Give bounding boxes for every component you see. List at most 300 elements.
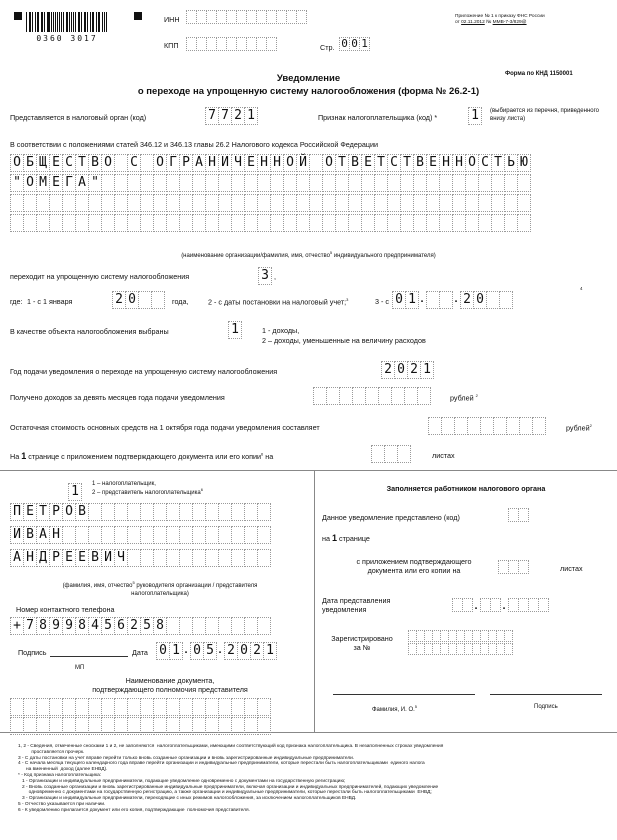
char-cell[interactable]: 5 [140,617,154,635]
char-cell[interactable]: О [283,154,297,172]
char-cell[interactable] [322,214,336,232]
char-cell[interactable] [231,617,245,635]
inn-cells[interactable] [186,10,306,24]
char-cell[interactable] [127,214,141,232]
char-cell[interactable] [231,214,245,232]
char-cell[interactable] [114,214,128,232]
char-cell[interactable] [114,174,128,192]
org-name-line-3[interactable] [10,194,530,212]
char-cell[interactable] [114,154,128,172]
char-cell[interactable] [75,194,89,212]
char-cell[interactable] [192,698,206,716]
char-cell[interactable] [400,174,414,192]
char-cell[interactable]: " [88,174,102,192]
presented-code-cells[interactable] [508,508,528,522]
char-cell[interactable] [114,526,128,544]
char-cell[interactable]: О [322,154,336,172]
char-cell[interactable] [452,194,466,212]
char-cell[interactable] [244,698,258,716]
char-cell[interactable] [244,194,258,212]
char-cell[interactable] [140,503,154,521]
char-cell[interactable]: В [88,549,102,567]
char-cell[interactable]: И [218,154,232,172]
char-cell[interactable] [153,194,167,212]
char-cell[interactable] [257,194,271,212]
char-cell[interactable] [114,194,128,212]
char-cell[interactable] [49,214,63,232]
char-cell[interactable] [75,698,89,716]
char-cell[interactable]: Ч [231,154,245,172]
char-cell[interactable] [400,194,414,212]
char-cell[interactable] [218,549,232,567]
char-cell[interactable]: Е [426,154,440,172]
char-cell[interactable]: + [10,617,24,635]
char-cell[interactable] [36,717,50,735]
char-cell[interactable]: Й [296,154,310,172]
char-cell[interactable]: Е [361,154,375,172]
char-cell[interactable]: Е [244,154,258,172]
char-cell[interactable]: Т [36,503,50,521]
object-cell[interactable]: 1 [228,321,241,339]
char-cell[interactable] [257,698,271,716]
char-cell[interactable] [374,214,388,232]
char-cell[interactable]: О [153,154,167,172]
char-cell[interactable] [153,549,167,567]
char-cell[interactable]: Т [374,154,388,172]
char-cell[interactable] [166,194,180,212]
char-cell[interactable]: " [10,174,24,192]
char-cell[interactable] [231,717,245,735]
char-cell[interactable] [179,698,193,716]
char-cell[interactable] [257,503,271,521]
char-cell[interactable] [62,194,76,212]
char-cell[interactable] [140,194,154,212]
char-cell[interactable] [309,194,323,212]
char-cell[interactable] [153,698,167,716]
char-cell[interactable] [257,617,271,635]
char-cell[interactable] [465,214,479,232]
char-cell[interactable]: В [348,154,362,172]
char-cell[interactable] [465,194,479,212]
char-cell[interactable] [231,526,245,544]
char-cell[interactable]: 9 [49,617,63,635]
char-cell[interactable] [296,174,310,192]
char-cell[interactable] [114,503,128,521]
char-cell[interactable]: О [10,154,24,172]
char-cell[interactable] [205,549,219,567]
char-cell[interactable] [62,698,76,716]
char-cell[interactable] [491,194,505,212]
char-cell[interactable] [205,214,219,232]
income-cells[interactable] [313,387,430,405]
char-cell[interactable] [179,717,193,735]
char-cell[interactable] [348,194,362,212]
char-cell[interactable]: Н [23,549,37,567]
char-cell[interactable] [166,698,180,716]
sign-date-cells[interactable]: 0 1 . 0 5 . 2 0 2 1 [156,642,276,660]
char-cell[interactable] [49,698,63,716]
char-cell[interactable]: Р [179,154,193,172]
char-cell[interactable] [504,214,518,232]
char-cell[interactable]: О [101,154,115,172]
char-cell[interactable] [387,214,401,232]
char-cell[interactable] [504,174,518,192]
char-cell[interactable] [231,549,245,567]
org-name-line-2[interactable] [10,174,530,192]
char-cell[interactable] [309,214,323,232]
char-cell[interactable] [127,194,141,212]
char-cell[interactable] [231,174,245,192]
char-cell[interactable]: Ь [504,154,518,172]
char-cell[interactable] [179,526,193,544]
char-cell[interactable] [387,194,401,212]
char-cell[interactable]: Н [49,526,63,544]
char-cell[interactable] [218,717,232,735]
char-cell[interactable]: Е [62,549,76,567]
char-cell[interactable] [179,503,193,521]
char-cell[interactable] [361,194,375,212]
char-cell[interactable] [231,194,245,212]
char-cell[interactable]: 2 [127,617,141,635]
char-cell[interactable]: Н [205,154,219,172]
char-cell[interactable] [413,194,427,212]
char-cell[interactable] [127,503,141,521]
char-cell[interactable]: Т [335,154,349,172]
char-cell[interactable] [244,174,258,192]
char-cell[interactable]: С [127,154,141,172]
char-cell[interactable] [62,526,76,544]
char-cell[interactable] [179,194,193,212]
char-cell[interactable]: В [75,503,89,521]
char-cell[interactable]: Т [400,154,414,172]
char-cell[interactable] [75,526,89,544]
char-cell[interactable] [10,717,24,735]
char-cell[interactable]: Н [257,154,271,172]
char-cell[interactable] [62,717,76,735]
char-cell[interactable] [504,630,513,642]
char-cell[interactable]: 8 [75,617,89,635]
char-cell[interactable] [244,717,258,735]
char-cell[interactable] [426,194,440,212]
char-cell[interactable]: Е [75,549,89,567]
transition-cell[interactable]: 3 [258,267,271,285]
char-cell[interactable]: 8 [153,617,167,635]
residual-cells[interactable] [428,417,545,435]
char-cell[interactable] [179,214,193,232]
char-cell[interactable] [218,698,232,716]
char-cell[interactable] [192,174,206,192]
char-cell[interactable]: Д [36,549,50,567]
char-cell[interactable]: В [413,154,427,172]
phone-cells[interactable] [10,617,270,635]
char-cell[interactable] [127,174,141,192]
taxpayer-sign-cell[interactable]: 1 [468,107,481,125]
char-cell[interactable]: В [88,154,102,172]
signer-first-name[interactable] [10,526,270,544]
char-cell[interactable]: И [101,549,115,567]
char-cell[interactable]: Р [49,503,63,521]
char-cell[interactable] [36,214,50,232]
year-cells[interactable]: 2 0 [112,291,164,309]
char-cell[interactable] [218,194,232,212]
char-cell[interactable] [127,549,141,567]
char-cell[interactable] [439,194,453,212]
char-cell[interactable] [153,214,167,232]
char-cell[interactable] [270,174,284,192]
char-cell[interactable] [140,214,154,232]
char-cell[interactable] [166,549,180,567]
char-cell[interactable] [439,174,453,192]
char-cell[interactable] [127,526,141,544]
char-cell[interactable] [88,717,102,735]
char-cell[interactable]: С [387,154,401,172]
char-cell[interactable] [140,154,154,172]
char-cell[interactable] [166,526,180,544]
char-cell[interactable] [335,174,349,192]
char-cell[interactable] [517,214,531,232]
char-cell[interactable]: 5 [101,617,115,635]
char-cell[interactable] [244,214,258,232]
signer-name-grid[interactable] [10,503,270,567]
registration-number-cells[interactable] [408,630,512,655]
char-cell[interactable] [49,717,63,735]
char-cell[interactable] [101,717,115,735]
char-cell[interactable] [179,174,193,192]
char-cell[interactable]: Е [49,174,63,192]
signer-type-cell[interactable]: 1 [68,483,81,501]
char-cell[interactable] [36,698,50,716]
char-cell[interactable] [153,174,167,192]
char-cell[interactable]: Н [439,154,453,172]
char-cell[interactable] [101,214,115,232]
char-cell[interactable]: Г [62,174,76,192]
char-cell[interactable] [465,174,479,192]
char-cell[interactable] [192,617,206,635]
char-cell[interactable] [101,698,115,716]
authority-code-cells[interactable]: 7 7 2 1 [205,107,257,125]
char-cell[interactable] [283,214,297,232]
char-cell[interactable] [153,717,167,735]
char-cell[interactable] [192,526,206,544]
char-cell[interactable] [244,617,258,635]
transition-date-cells[interactable]: 0 1 . . 2 0 [392,291,512,309]
char-cell[interactable]: 9 [62,617,76,635]
char-cell[interactable] [309,154,323,172]
char-cell[interactable]: А [192,154,206,172]
char-cell[interactable] [218,503,232,521]
char-cell[interactable]: С [478,154,492,172]
char-cell[interactable] [244,503,258,521]
char-cell[interactable] [244,549,258,567]
char-cell[interactable] [413,214,427,232]
char-cell[interactable] [218,214,232,232]
char-cell[interactable] [101,526,115,544]
char-cell[interactable] [75,717,89,735]
char-cell[interactable] [205,617,219,635]
char-cell[interactable] [140,549,154,567]
pages-cells[interactable] [371,445,410,463]
char-cell[interactable] [205,503,219,521]
char-cell[interactable]: А [10,549,24,567]
char-cell[interactable]: А [75,174,89,192]
char-cell[interactable]: Е [23,503,37,521]
char-cell[interactable]: Н [270,154,284,172]
char-cell[interactable] [218,617,232,635]
char-cell[interactable] [244,526,258,544]
char-cell[interactable]: А [36,526,50,544]
char-cell[interactable] [88,503,102,521]
char-cell[interactable] [374,174,388,192]
char-cell[interactable] [192,194,206,212]
char-cell[interactable]: 6 [114,617,128,635]
char-cell[interactable] [88,194,102,212]
char-cell[interactable]: О [23,174,37,192]
char-cell[interactable] [426,214,440,232]
char-cell[interactable] [114,698,128,716]
char-cell[interactable] [192,549,206,567]
char-cell[interactable] [140,526,154,544]
char-cell[interactable] [23,214,37,232]
char-cell[interactable] [10,214,24,232]
char-cell[interactable]: С [62,154,76,172]
char-cell[interactable] [257,214,271,232]
kpp-cells[interactable] [186,37,276,51]
char-cell[interactable] [101,174,115,192]
signer-patronymic[interactable] [10,549,270,567]
char-cell[interactable] [426,174,440,192]
char-cell[interactable] [205,194,219,212]
char-cell[interactable]: О [465,154,479,172]
char-cell[interactable] [296,194,310,212]
char-cell[interactable] [452,174,466,192]
char-cell[interactable] [88,698,102,716]
char-cell[interactable] [166,617,180,635]
char-cell[interactable] [192,214,206,232]
char-cell[interactable] [335,214,349,232]
char-cell[interactable] [23,717,37,735]
char-cell[interactable] [387,174,401,192]
char-cell[interactable] [101,194,115,212]
char-cell[interactable] [23,698,37,716]
char-cell[interactable] [205,526,219,544]
filing-year-cells[interactable]: 2 0 2 1 [381,361,433,379]
char-cell[interactable] [348,214,362,232]
char-cell[interactable] [23,194,37,212]
char-cell[interactable]: Н [452,154,466,172]
char-cell[interactable] [192,503,206,521]
char-cell[interactable] [504,643,513,655]
char-cell[interactable]: 7 [23,617,37,635]
char-cell[interactable]: Е [49,154,63,172]
char-cell[interactable] [36,194,50,212]
char-cell[interactable] [166,174,180,192]
char-cell[interactable] [478,214,492,232]
org-name-line-4[interactable] [10,214,530,232]
char-cell[interactable] [114,717,128,735]
char-cell[interactable] [309,174,323,192]
char-cell[interactable]: Щ [36,154,50,172]
char-cell[interactable] [400,214,414,232]
rep-doc-line-2[interactable] [10,717,270,735]
char-cell[interactable] [231,503,245,521]
char-cell[interactable] [88,526,102,544]
org-name-line-1[interactable] [10,154,530,172]
char-cell[interactable]: Б [23,154,37,172]
char-cell[interactable]: Р [49,549,63,567]
char-cell[interactable] [322,174,336,192]
char-cell[interactable] [257,174,271,192]
char-cell[interactable] [166,214,180,232]
char-cell[interactable] [153,503,167,521]
char-cell[interactable]: П [10,503,24,521]
char-cell[interactable] [62,214,76,232]
char-cell[interactable] [413,174,427,192]
char-cell[interactable]: В [23,526,37,544]
char-cell[interactable]: Т [491,154,505,172]
char-cell[interactable]: Ч [114,549,128,567]
char-cell[interactable] [257,526,271,544]
char-cell[interactable] [348,174,362,192]
char-cell[interactable] [491,174,505,192]
char-cell[interactable] [504,194,518,212]
char-cell[interactable] [452,214,466,232]
signer-last-name[interactable] [10,503,270,521]
char-cell[interactable] [374,194,388,212]
char-cell[interactable] [179,617,193,635]
char-cell[interactable] [478,174,492,192]
char-cell[interactable] [140,174,154,192]
char-cell[interactable] [179,549,193,567]
char-cell[interactable] [88,214,102,232]
char-cell[interactable] [361,174,375,192]
char-cell[interactable] [127,698,141,716]
char-cell[interactable] [322,194,336,212]
char-cell[interactable] [205,698,219,716]
char-cell[interactable] [153,526,167,544]
char-cell[interactable] [478,194,492,212]
rep-doc-line-1[interactable] [10,698,270,716]
char-cell[interactable] [166,503,180,521]
char-cell[interactable] [439,214,453,232]
char-cell[interactable] [166,717,180,735]
char-cell[interactable] [257,717,271,735]
char-cell[interactable] [101,503,115,521]
char-cell[interactable]: 4 [88,617,102,635]
char-cell[interactable] [75,214,89,232]
char-cell[interactable] [10,698,24,716]
char-cell[interactable] [491,214,505,232]
char-cell[interactable] [335,194,349,212]
char-cell[interactable] [270,214,284,232]
submission-date-cells[interactable]: . . [452,598,548,614]
char-cell[interactable] [127,717,141,735]
char-cell[interactable] [231,698,245,716]
attach-cells[interactable] [498,560,528,574]
char-cell[interactable] [361,214,375,232]
char-cell[interactable] [205,174,219,192]
char-cell[interactable]: Ю [517,154,531,172]
char-cell[interactable] [257,549,271,567]
char-cell[interactable]: О [62,503,76,521]
char-cell[interactable] [517,174,531,192]
org-name-grid[interactable] [10,154,530,232]
char-cell[interactable] [10,194,24,212]
char-cell[interactable] [140,698,154,716]
char-cell[interactable] [517,194,531,212]
char-cell[interactable] [205,717,219,735]
rep-doc-grid[interactable] [10,698,270,735]
char-cell[interactable] [270,194,284,212]
